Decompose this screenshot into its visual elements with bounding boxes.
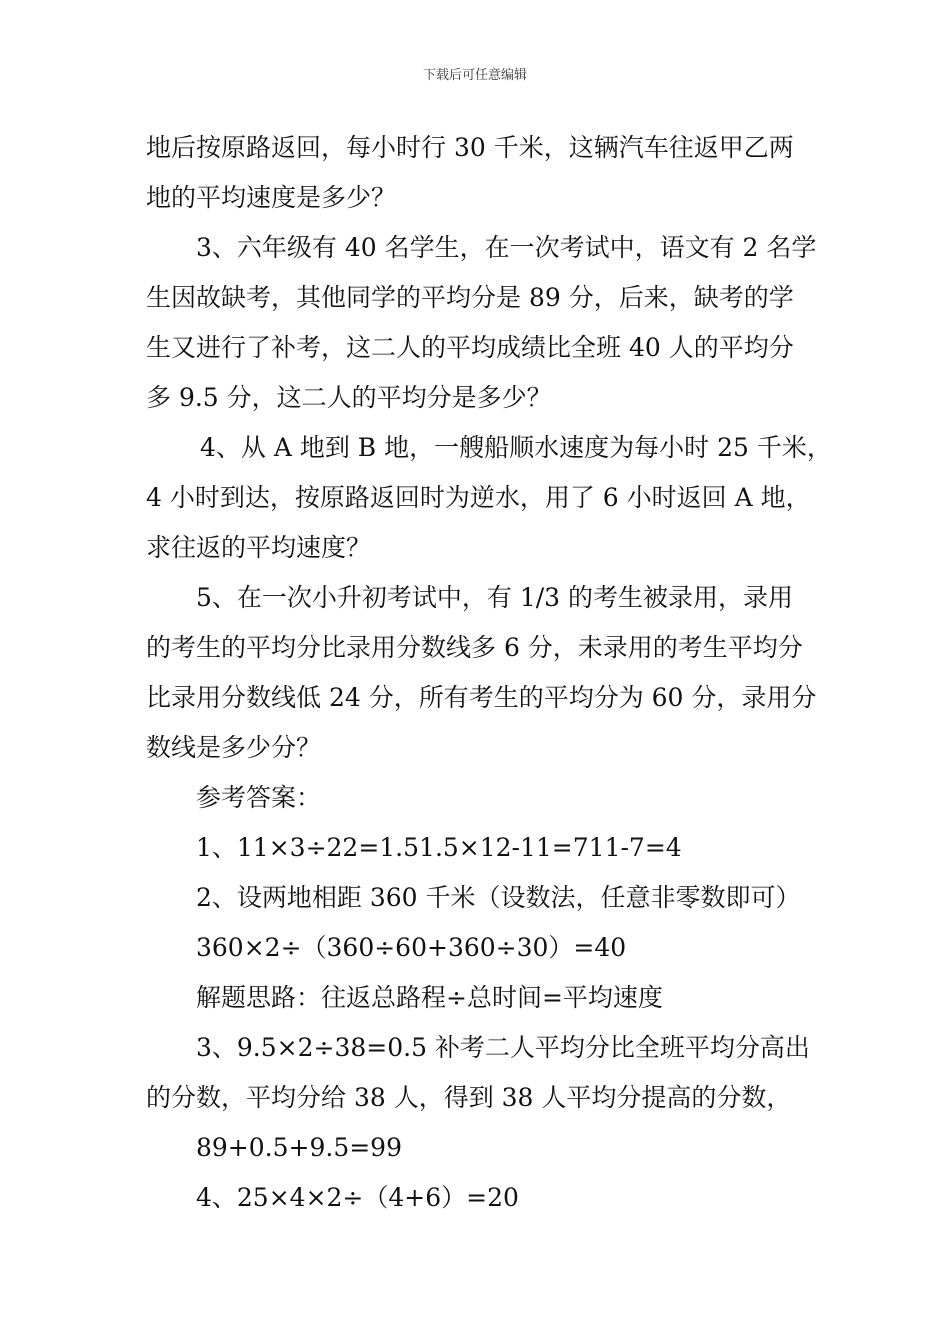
page-header: 下载后可任意编辑 [422,68,527,83]
solution-idea-line: 解题思路：往返总路程÷总时间=平均速度 [196,983,663,1012]
text-line: 的分数，平均分给 38 人，得到 38 人平均分提高的分数， [146,1083,792,1112]
answers-heading: 参考答案： [196,783,322,812]
question-3-line: 3、六年级有 40 名学生，在一次考试中，语文有 2 名学 [196,233,817,262]
question-5-line: 5、在一次小升初考试中，有 1/3 的考生被录用，录用 [196,583,794,612]
text-line: 多 9.5 分，这二人的平均分是多少？ [146,383,552,412]
question-4-line: 4、从 A 地到 B 地，一艘船顺水速度为每小时 25 千米， [200,433,832,462]
text-line: 地的平均速度是多少？ [146,183,397,212]
answer-1-line: 1、11×3÷22=1.51.5×12-11=711-7=4 [196,833,682,862]
formula-line: 360×2÷（360÷60+360÷30）=40 [196,933,627,962]
answer-2-line: 2、设两地相距 360 千米（设数法，任意非零数即可） [196,883,801,912]
text-line: 生因故缺考，其他同学的平均分是 89 分，后来，缺考的学 [146,283,794,312]
text-line: 比录用分数线低 24 分，所有考生的平均分为 60 分，录用分 [146,683,817,712]
formula-line: 89+0.5+9.5=99 [196,1133,402,1162]
text-line: 求往返的平均速度？ [146,533,372,562]
answer-3-line: 3、9.5×2÷38=0.5 补考二人平均分比全班平均分高出 [196,1033,810,1062]
text-line: 的考生的平均分比录用分数线多 6 分，未录用的考生平均分 [146,633,803,662]
text-line: 生又进行了补考，这二人的平均成绩比全班 40 人的平均分 [146,333,794,362]
text-line: 4 小时到达，按原路返回时为逆水，用了 6 小时返回 A 地， [146,483,811,512]
text-line: 地后按原路返回，每小时行 30 千米，这辆汽车往返甲乙两 [146,133,794,162]
answer-4-line: 4、25×4×2÷（4+6）=20 [196,1183,519,1212]
text-line: 数线是多少分？ [146,733,322,762]
document-body [146,123,836,1223]
